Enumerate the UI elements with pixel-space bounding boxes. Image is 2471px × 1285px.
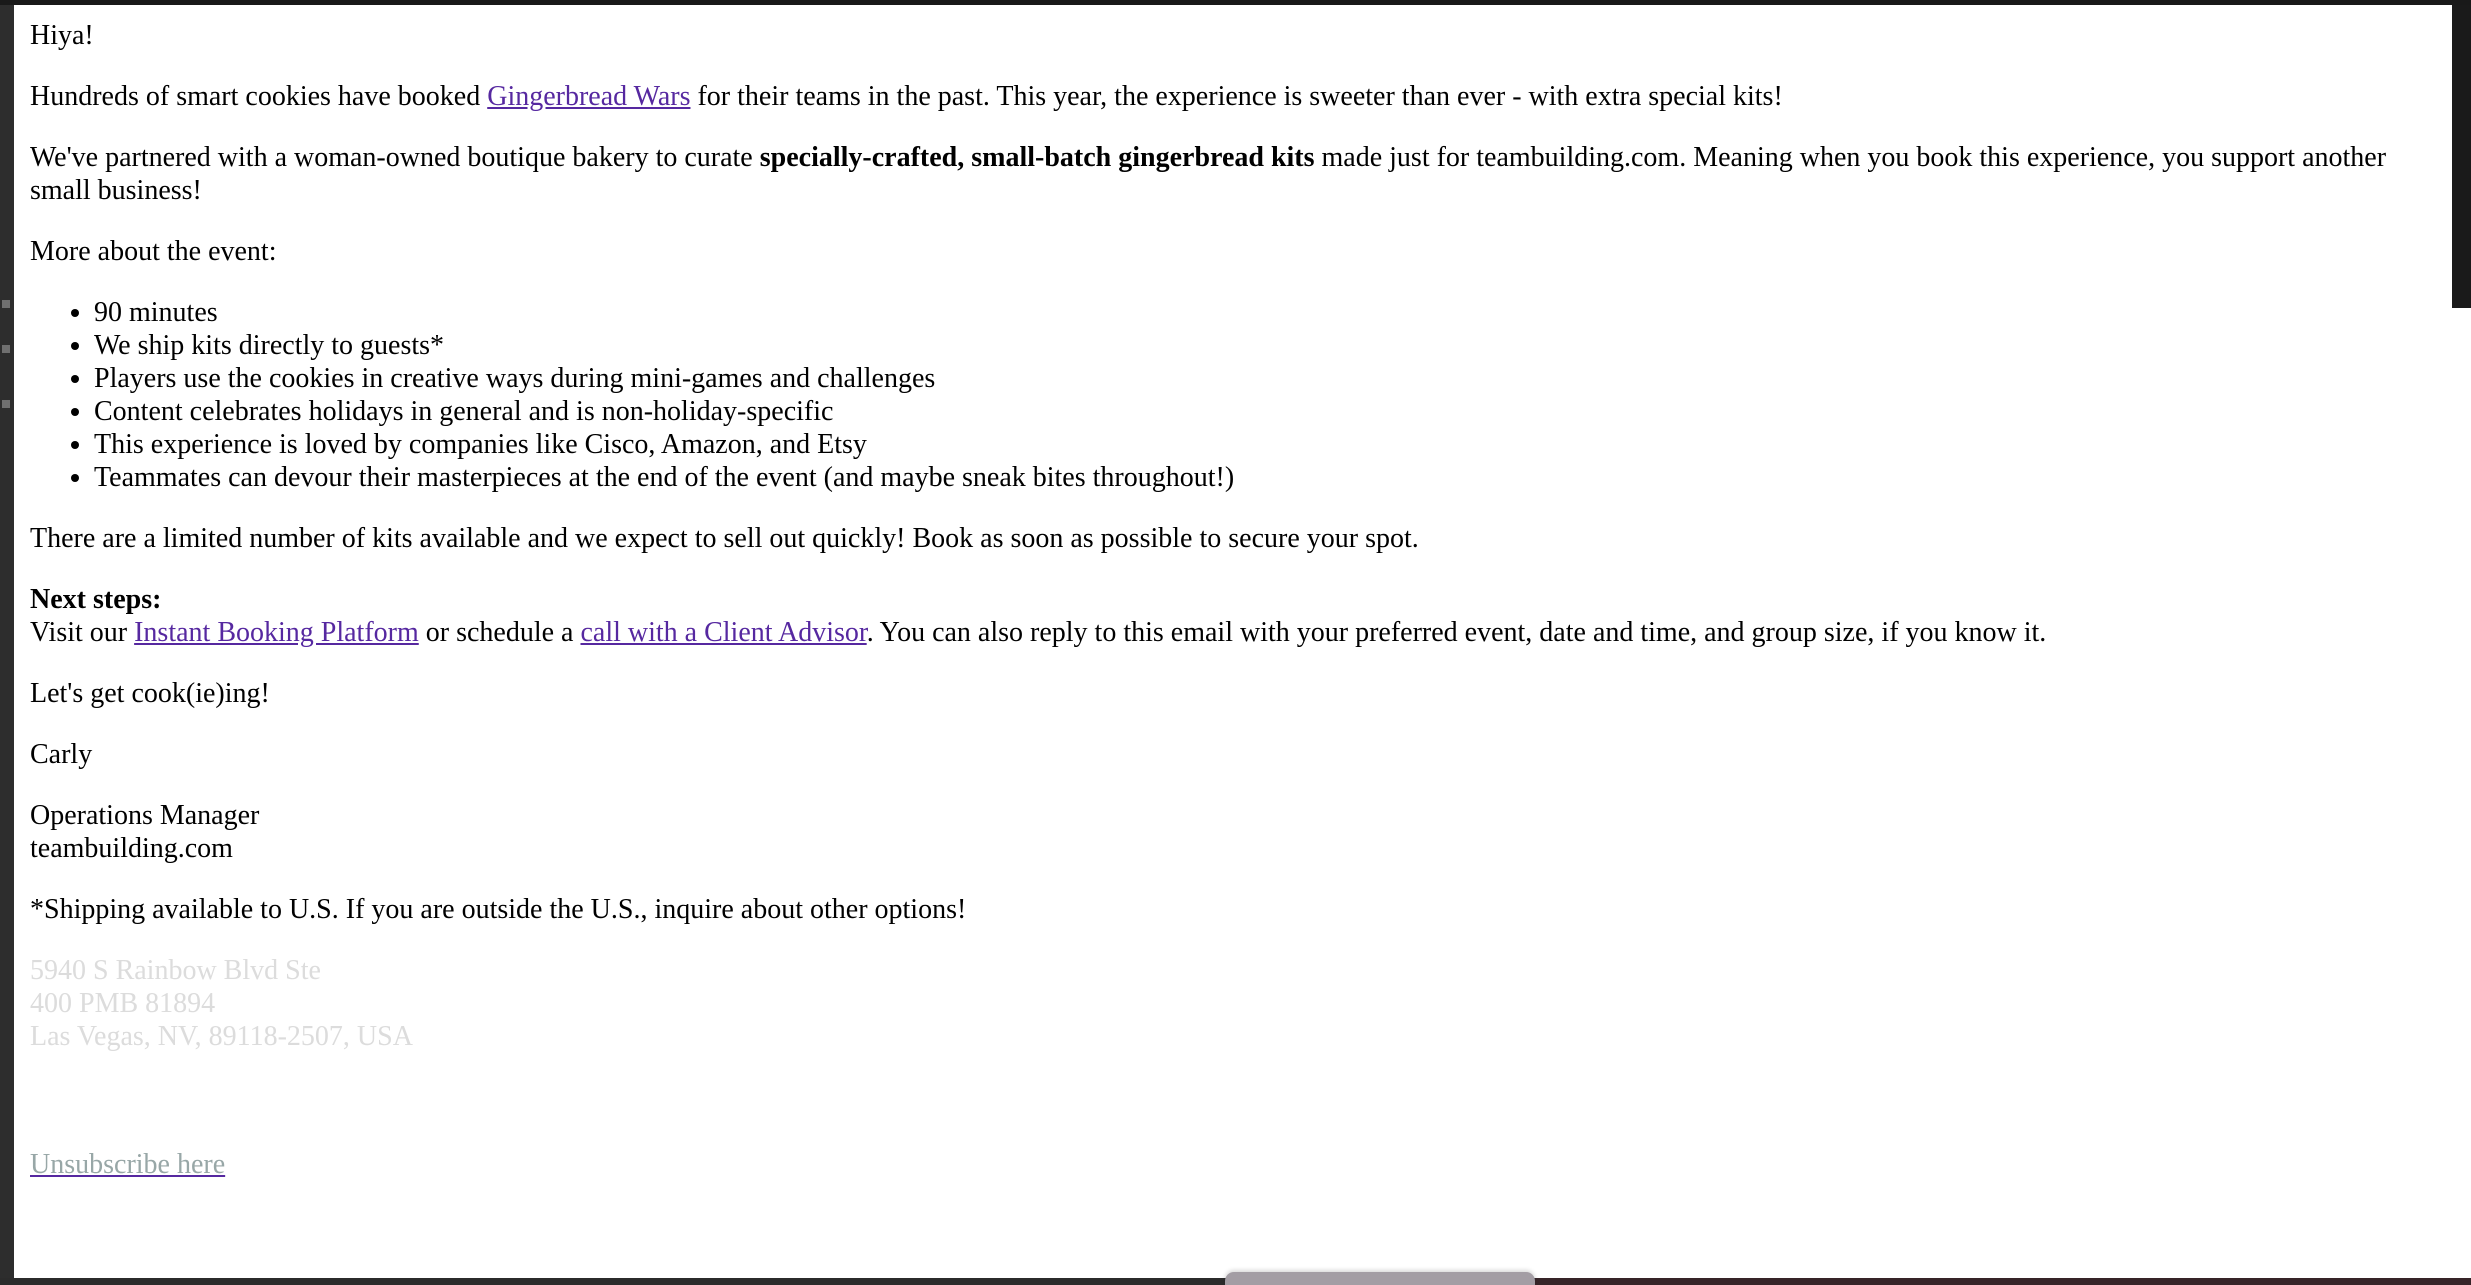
window-left-edge (0, 0, 14, 1285)
next-steps-heading: Next steps: (30, 584, 162, 615)
sender-name (30, 738, 2443, 771)
next-steps-text-2: or schedule a (418, 617, 581, 648)
list-item: • 90 minutes (94, 296, 2443, 329)
instant-booking-platform-link[interactable]: Instant Booking Platform (134, 617, 419, 648)
event-details-list (30, 296, 2443, 494)
unsubscribe-paragraph (30, 1148, 2443, 1181)
sender-signature (30, 799, 2443, 865)
window-right-edge (2452, 0, 2471, 308)
urgency-paragraph (30, 522, 2443, 555)
window-bottom-edge-right (1535, 1278, 2471, 1285)
sender-title-text: Operations Manager (30, 800, 260, 831)
signoff-text: Let's get cook(ie)ing! (30, 678, 270, 709)
intro-paragraph (30, 80, 2443, 113)
list-item: • This experience is loved by companies like Cisco, Amazon, and Etsy (94, 428, 2443, 461)
signoff-paragraph (30, 677, 2443, 710)
list-item: • We ship kits directly to guests* (94, 329, 2443, 362)
unsubscribe-link[interactable]: Unsubscribe here (30, 1149, 226, 1180)
intro-text-before: Hundreds of smart cookies have booked (30, 81, 488, 112)
greeting-paragraph (30, 19, 2443, 52)
list-item: • Players use the cookies in creative ways during mini-games and challenges (94, 362, 2443, 395)
shipping-note-text: *Shipping available to U.S. If you are outside the U.S., inquire about other options! (30, 894, 967, 925)
address-line-2: 400 PMB 81894 (30, 988, 216, 1019)
client-advisor-call-link[interactable]: call with a Client Advisor (580, 617, 867, 648)
email-body (14, 5, 2471, 1278)
address-line-3: Las Vegas, NV, 89118-2507, USA (30, 1021, 413, 1052)
partner-text-before: We've partnered with a woman-owned boutique bakery to curate (30, 142, 760, 173)
partner-text-after: made just for teambuilding.com. Meaning when you book this experience, you support another small business! (30, 142, 2387, 206)
left-edge-mark (2, 400, 10, 408)
next-steps-text-3: . You can also reply to this email with your preferred event, date and time, and group size, if you know it. (866, 617, 2047, 648)
list-item: • Teammates can devour their masterpieces at the end of the event (and maybe sneak bites throughout!) (94, 461, 2443, 494)
shipping-note (30, 893, 2443, 926)
more-about-heading (30, 235, 2443, 268)
next-steps-text-1: Visit our (30, 617, 135, 648)
left-edge-mark (2, 345, 10, 353)
partner-paragraph (30, 141, 2443, 207)
next-steps-paragraph (30, 583, 2443, 649)
company-address (30, 954, 2443, 1053)
urgency-text: There are a limited number of kits available and we expect to sell out quickly! Book as soon as possible to secure your spot. (30, 523, 1419, 554)
greeting-text: Hiya! (30, 20, 94, 51)
window-top-edge (0, 0, 2471, 5)
intro-text-after: for their teams in the past. This year, the experience is sweeter than ever - with extra special kits! (690, 81, 1783, 112)
partner-bold-text: specially-crafted, small-batch gingerbread kits (759, 142, 1315, 173)
horizontal-scrollbar-thumb[interactable] (1225, 1272, 1535, 1285)
address-line-1: 5940 S Rainbow Blvd Ste (30, 955, 321, 986)
sender-name-text: Carly (30, 739, 93, 770)
list-item: • Content celebrates holidays in general and is non-holiday-specific (94, 395, 2443, 428)
more-about-text: More about the event: (30, 236, 277, 267)
left-edge-mark (2, 300, 10, 308)
sender-company-text: teambuilding.com (30, 833, 233, 864)
gingerbread-wars-link[interactable]: Gingerbread Wars (487, 81, 691, 112)
